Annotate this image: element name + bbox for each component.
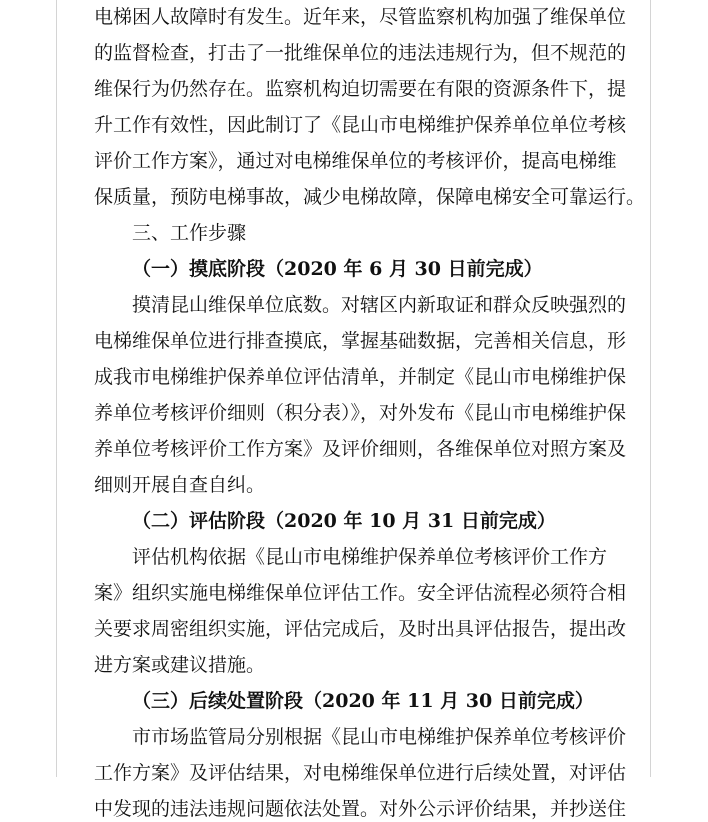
body-line: 养单位考核评价工作方案》及评价细则，各维保单位对照方案及	[94, 438, 627, 460]
body-line: 维保行为仍然存在。监察机构迫切需要在有限的资源条件下，提	[94, 78, 627, 100]
right-margin-rule	[650, 0, 651, 777]
section-heading: 三、工作步骤	[132, 222, 247, 244]
body-line: 保质量，预防电梯事故，减少电梯故障，保障电梯安全可靠运行。	[94, 186, 646, 208]
body-line: 评估机构依据《昆山市电梯维护保养单位考核评价工作方	[132, 546, 608, 568]
body-line: 关要求周密组织实施，评估完成后，及时出具评估报告，提出改	[94, 618, 627, 640]
subsection-heading: （三）后续处置阶段（2020 年 11 月 30 日前完成）	[132, 690, 594, 712]
body-line: 养单位考核评价细则（积分表）》，对外发布《昆山市电梯维护保	[94, 402, 627, 424]
body-line: 案》组织实施电梯维保单位评估工作。安全评估流程必须符合相	[94, 582, 627, 604]
body-line: 评价工作方案》，通过对电梯维保单位的考核评价，提高电梯维	[94, 150, 617, 172]
body-line: 摸清昆山维保单位底数。对辖区内新取证和群众反映强烈的	[132, 294, 627, 316]
left-margin-rule	[56, 0, 57, 777]
body-line: 成我市电梯维护保养单位评估清单，并制定《昆山市电梯维护保	[94, 366, 627, 388]
subsection-heading: （二）评估阶段（2020 年 10 月 31 日前完成）	[132, 510, 556, 532]
body-line: 的监督检查，打击了一批维保单位的违法违规行为，但不规范的	[94, 42, 627, 64]
subsection-heading: （一）摸底阶段（2020 年 6 月 30 日前完成）	[132, 258, 543, 280]
body-line: 工作方案》及评估结果，对电梯维保单位进行后续处置，对评估	[94, 762, 627, 784]
body-line: 进方案或建议措施。	[94, 654, 266, 676]
body-line: 升工作有效性，因此制订了《昆山市电梯维护保养单位单位考核	[94, 114, 627, 136]
body-line: 电梯困人故障时有发生。近年来，尽管监察机构加强了维保单位	[94, 6, 627, 28]
body-line: 细则开展自查自纠。	[94, 474, 266, 496]
body-line: 中发现的违法违规问题依法处置。对外公示评价结果，并抄送住	[94, 798, 627, 820]
body-line: 电梯维保单位进行排查摸底，掌握基础数据，完善相关信息，形	[94, 330, 627, 352]
body-line: 市市场监管局分别根据《昆山市电梯维护保养单位考核评价	[132, 726, 627, 748]
